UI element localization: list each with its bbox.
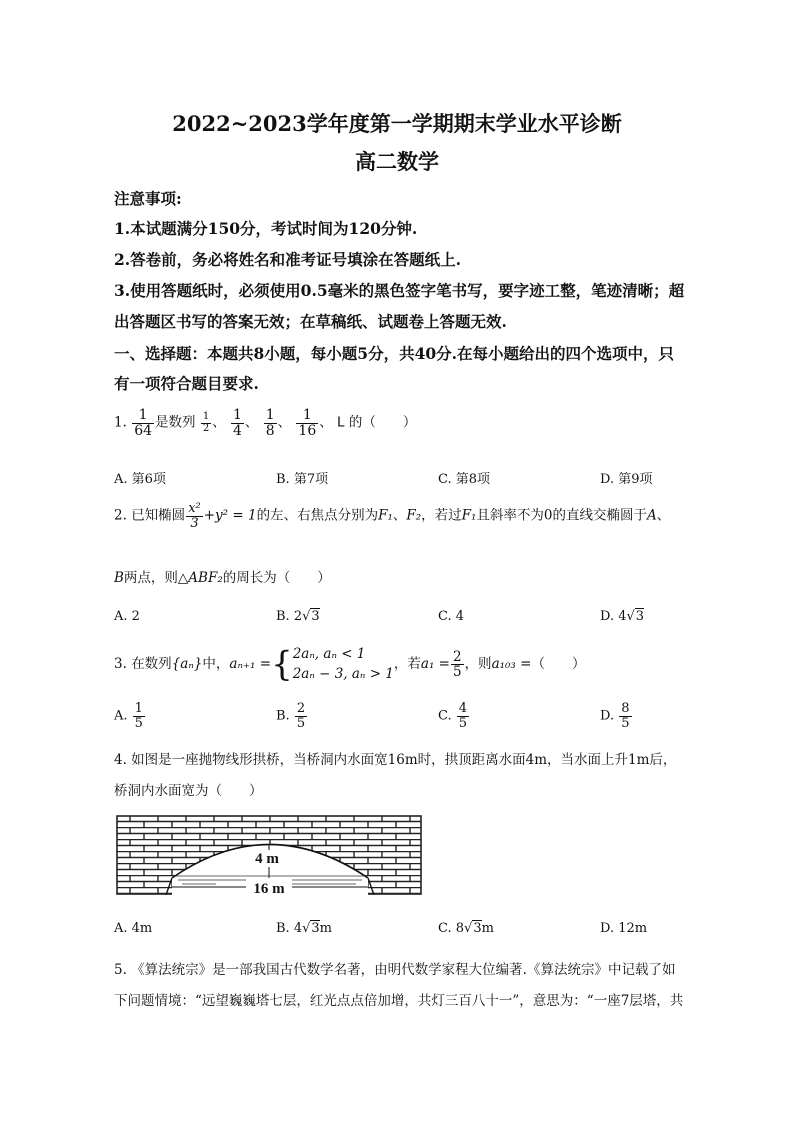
question-5-cont: 下问题情境：“远望巍巍塔七层，红光点点倍加增，共灯三百八十一”，意思为：“一座7层塔，共	[114, 993, 684, 1009]
exam-title: 2022~2023学年度第一学期期末学业水平诊断	[172, 111, 622, 136]
q1-fraction: $\frac{1}{64}$	[134, 407, 153, 439]
note-item: 1.本试题满分150分，考试时间为120分钟.	[114, 219, 418, 238]
q4-option-d: D. 12m	[600, 921, 648, 936]
exam-subtitle: 高二数学	[355, 149, 439, 174]
question-2-cont: B两点，则△ABF₂的周长为（ ）	[114, 570, 331, 586]
q1-seq-term: $\frac{1}{4}$	[232, 407, 242, 439]
question-4: 4. 如图是一座抛物线形拱桥，当桥洞内水面宽16m时，拱顶距离水面4m，当水面上升1m后，	[114, 752, 677, 768]
q4-option-a: A. 4m	[114, 921, 153, 936]
arch-bridge-figure	[116, 815, 422, 895]
question-5: 5. 《算法统宗》是一部我国古代数学名著，由明代数学家程大位编著.《算法统宗》中记载了如	[114, 962, 676, 978]
height-label: 4 m	[255, 851, 279, 867]
q4-option-c: C. 8√3m	[438, 921, 494, 936]
question-2: 2. 已知椭圆 $\frac{\text{x²}}{3}$ +y² = 1的左、右焦点分别为F₁、F₂，若过F₁且斜率不为0的直线交椭圆于A、	[114, 501, 671, 531]
q3-option-a: A. $\frac{1}{5}$	[114, 701, 143, 731]
width-label: 16 m	[253, 881, 285, 895]
q1-seq-term: $\frac{1}{2}$	[202, 411, 210, 434]
q1-option-d: D. 第9项	[600, 472, 653, 487]
q3-option-b: B. $\frac{2}{5}$	[276, 701, 306, 731]
question-3: 3. 在数列{aₙ}中，aₙ₊₁ ={ 2aₙ, aₙ < 1 2aₙ − 3, aₙ > 1 ，若a₁ = $\frac{2}{5}$ ，则a₁₀₃ =（ ）	[114, 644, 586, 685]
q1-seq-term: $\frac{1}{16}$	[298, 407, 317, 439]
q1-option-c: C. 第8项	[438, 472, 491, 487]
q1-seq-term: $\frac{1}{8}$	[265, 407, 275, 439]
section-heading: 一、选择题：本题共8小题，每小题5分，共40分.在每小题给出的四个选项中，只	[114, 344, 675, 363]
q3-option-c: C. $\frac{4}{5}$	[438, 701, 468, 731]
q1-option-b: B. 第7项	[276, 472, 329, 487]
notes-heading: 注意事项:	[114, 189, 182, 208]
note-item: 出答题区书写的答案无效；在草稿纸、试题卷上答题无效.	[114, 312, 507, 331]
note-item: 3.使用答题纸时，必须使用0.5毫米的黑色签字笔书写，要字迹工整，笔迹清晰；超	[114, 281, 685, 300]
q2-option-c: C. 4	[438, 609, 465, 624]
q4-option-b: B. 4√3m	[276, 921, 332, 936]
ellipsis: L	[337, 414, 345, 431]
q2-option-a: A. 2	[114, 609, 140, 624]
q1-option-a: A. 第6项	[114, 472, 166, 487]
q3-option-d: D. $\frac{8}{5}$	[600, 701, 630, 731]
question-4-cont: 桥洞内水面宽为（ ）	[114, 783, 263, 799]
question-1: 1. $\frac{1}{64}$ 是数列 $\frac{1}{2}$ 、 $\frac{1}{4}$ 、 $\frac{1}{8}$ 、 $\frac{1}{16}$ 、 L 的（ ）	[114, 407, 417, 439]
q2-option-d: D. 4√3	[600, 609, 645, 624]
q2-option-b: B. 2√3	[276, 609, 320, 624]
section-heading-cont: 有一项符合题目要求.	[114, 374, 259, 393]
note-item: 2.答卷前，务必将姓名和准考证号填涂在答题纸上.	[114, 250, 462, 269]
